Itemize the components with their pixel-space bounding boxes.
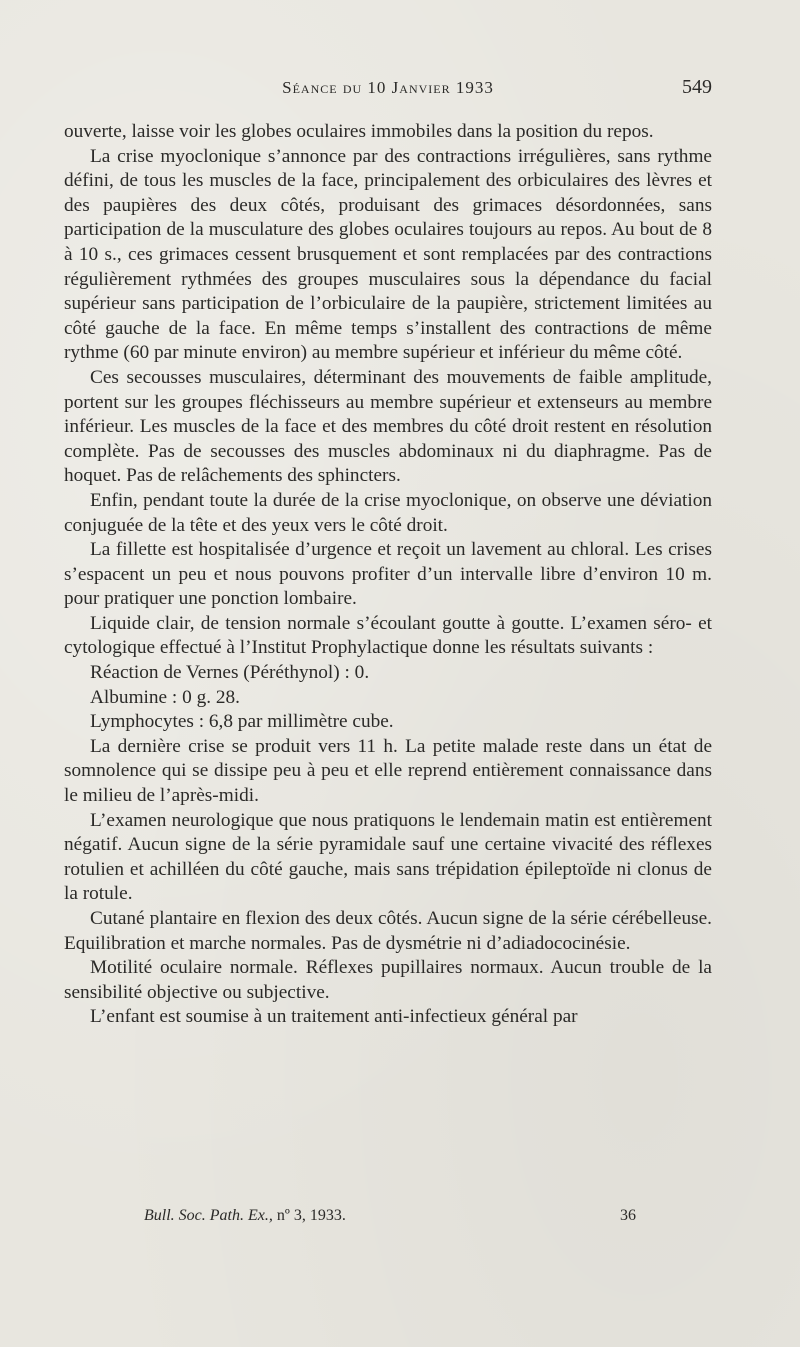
page-header bbox=[64, 74, 712, 104]
paragraph: La crise myoclonique s’annonce par des contractions irrégulières, sans rythme défini, de tous les muscles de la face, principalement des orbiculaires des lèvres et des paupières des deux côtés, produisant des grimaces désordonnées, sans participation de la musculature des globes oculaires toujours au repos. Au bout de 8 à 10 s., ces grimaces cessent brusquement et sont remplacées par des contractions régulièrement rythmées des groupes musculaires sous la dépendance du facial supérieur sans participation de l’orbiculaire de la paupière, strictement limitées au côté gauche de la face. En même temps s’installent des contractions de même rythme (60 par minute environ) au membre supérieur et inférieur du même côté. bbox=[64, 145, 712, 364]
paragraph: Lymphocytes : 6,8 par millimètre cube. bbox=[90, 711, 394, 733]
paragraph: Enfin, pendant toute la durée de la crise myoclonique, on observe une déviation conjuguée de la tête et des yeux vers le côté droit. bbox=[64, 489, 712, 536]
page-number: 549 bbox=[682, 76, 712, 98]
paragraph: Motilité oculaire normale. Réflexes pupillaires normaux. Aucun trouble de la sensibilité objective ou subjective. bbox=[64, 957, 712, 1003]
signature-mark: 36 bbox=[620, 1207, 636, 1224]
journal-reference bbox=[144, 1207, 346, 1225]
paragraph: La dernière crise se produit vers 11 h. La petite malade reste dans un état de somnolence qui se dissipe peu à peu et elle reprend entièrement connaissance dans le milieu de l’après-midi. bbox=[64, 735, 712, 807]
paragraph: Liquide clair, de tension normale s’écoulant goutte à goutte. L’examen séro- et cytologique effectué à l’Institut Prophylactique donne les résultats suivants : bbox=[64, 612, 712, 659]
paragraph: L’examen neurologique que nous pratiquons le lendemain matin est entièrement négatif. Aucun signe de la série pyramidale sauf une certaine vivacité des réflexes rotulien et achilléen du côté gauche, mais sans trépidation épileptoïde ni clonus de la rotule. bbox=[64, 809, 712, 905]
paragraph: Réaction de Vernes (Péréthynol) : 0. bbox=[90, 662, 370, 684]
paragraph: ouverte, laisse voir les globes oculaires immobiles dans la position du repos. bbox=[64, 121, 654, 142]
journal-title: Bull. Soc. Path. Ex., bbox=[144, 1207, 273, 1224]
paragraph: Cutané plantaire en flexion des deux côtés. Aucun signe de la série cérébelleuse. Equilibration et marche normales. Pas de dysmétrie ni d’adiadococinésie. bbox=[64, 908, 712, 954]
body-text bbox=[64, 120, 712, 1030]
journal-issue: nº 3, 1933. bbox=[272, 1207, 346, 1224]
paragraph: L’enfant est soumise à un traitement anti-infectieux général par bbox=[90, 1006, 578, 1028]
running-title: Séance du 10 Janvier 1933 bbox=[282, 78, 494, 97]
paragraph: Ces secousses musculaires, déterminant des mouvements de faible amplitude, portent sur les groupes fléchisseurs au membre supérieur et extenseurs au membre inférieur. Les muscles de la face et des membres du côté droit restent en résolution complète. Pas de secousses des muscles abdominaux ni du diaphragme. Pas de hoquet. Pas de relâchements des sphincters. bbox=[64, 366, 712, 487]
paragraph: La fillette est hospitalisée d’urgence et reçoit un lavement au chloral. Les crises s’espacent un peu et nous pouvons profiter d’un intervalle libre d’environ 10 m. pour pratiquer une ponction lombaire. bbox=[64, 539, 712, 610]
page-footer bbox=[64, 1207, 712, 1233]
paragraph: Albumine : 0 g. 28. bbox=[90, 686, 240, 708]
